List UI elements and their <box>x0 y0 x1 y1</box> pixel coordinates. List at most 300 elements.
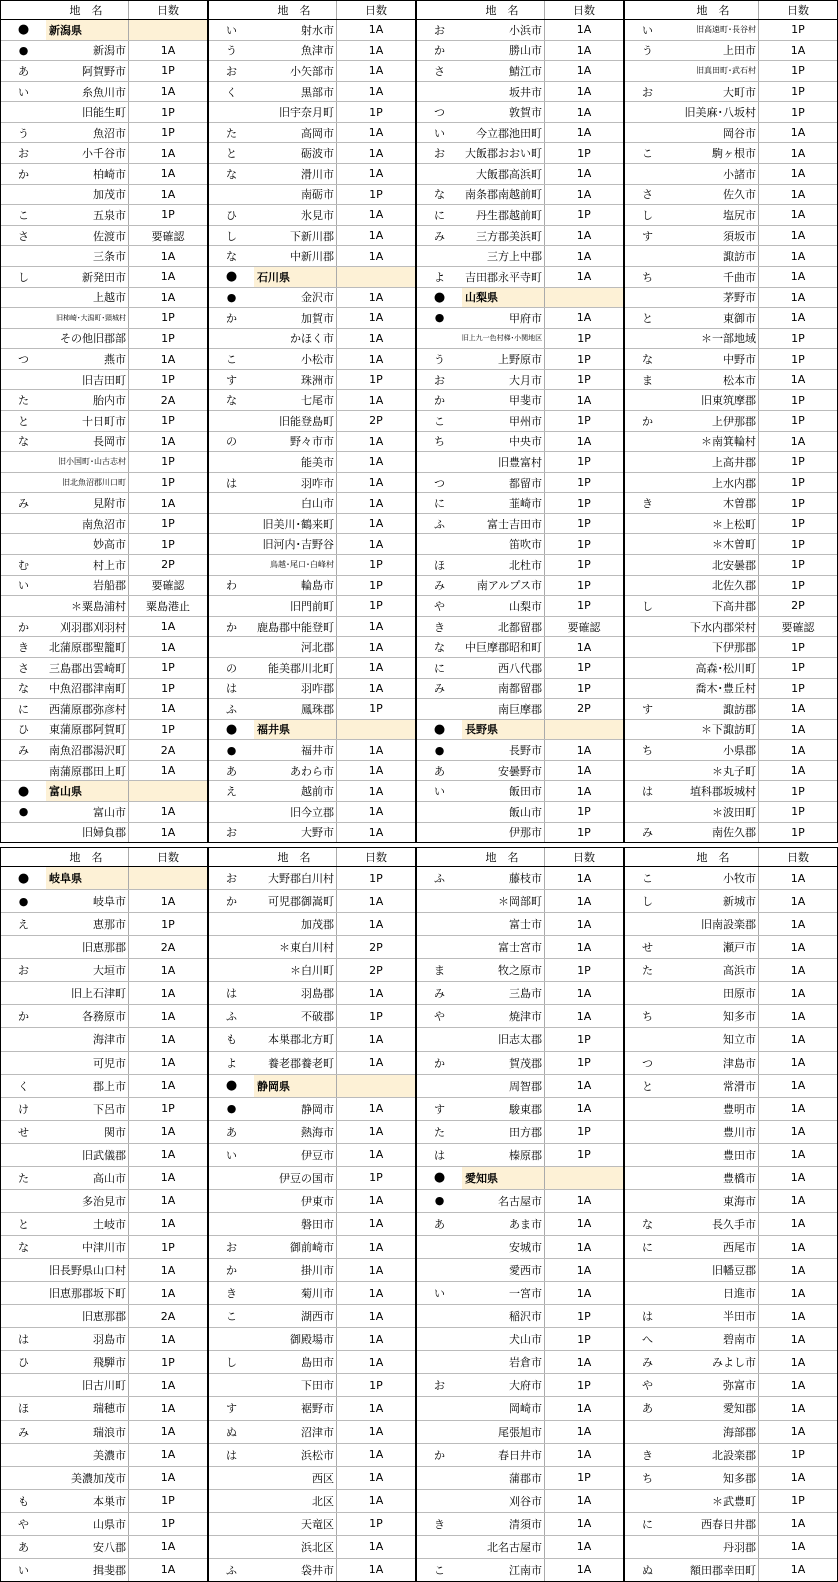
table-row <box>417 411 623 432</box>
days-value: 1A <box>160 1286 176 1300</box>
kana-index <box>625 432 670 452</box>
kana-index <box>625 288 670 308</box>
place-name: 焼津市 <box>462 1005 545 1027</box>
kana-index: ま <box>642 373 653 387</box>
kana-index <box>417 1397 462 1419</box>
days-value: 1A <box>368 784 384 798</box>
table-row <box>209 1328 415 1351</box>
place-name: 喬木･豊丘村 <box>670 679 759 699</box>
kana-index: お <box>434 373 445 387</box>
days-value: 1A <box>790 764 806 778</box>
kana-index <box>209 637 254 657</box>
table-row <box>1 102 207 123</box>
days-value: 1A <box>790 229 806 243</box>
place-name: 須坂市 <box>670 226 759 246</box>
table-row <box>209 143 415 164</box>
days-value: 1A <box>576 1425 592 1439</box>
place-name: 駒ヶ根市 <box>670 143 759 163</box>
days-value: 1A <box>368 1194 384 1208</box>
days-value: 1A <box>160 496 176 510</box>
place-name: 下呂市 <box>46 1098 129 1120</box>
kana-index: お <box>226 1241 237 1255</box>
kana-index: に <box>642 1517 653 1531</box>
place-name: 諏訪郡 <box>670 699 759 719</box>
place-name: 愛知郡 <box>670 1397 759 1419</box>
place-name: 美濃加茂市 <box>46 1467 129 1489</box>
kana-index: い <box>226 1148 237 1162</box>
kana-index <box>417 534 462 554</box>
place-name: 長野市 <box>462 740 545 760</box>
kana-index: つ <box>18 353 29 367</box>
place-name: 島田市 <box>254 1351 337 1373</box>
table-row <box>1 761 207 782</box>
table-row <box>625 781 837 802</box>
place-name: 小浜市 <box>462 20 545 40</box>
prefecture-name: 福井県 <box>254 720 337 740</box>
days-value: 1P <box>161 126 175 140</box>
kana-index <box>625 1190 670 1212</box>
place-name: 大野郡白川村 <box>254 867 337 889</box>
table-row <box>625 1121 837 1144</box>
kana-index: お <box>226 826 237 840</box>
days-value: 1A <box>790 187 806 201</box>
days-value: 1P <box>577 537 591 551</box>
place-name: 額田郡幸田町 <box>670 1559 759 1581</box>
table-row <box>417 1559 623 1581</box>
place-name: 福井市 <box>254 740 337 760</box>
table-row <box>417 637 623 658</box>
table-row <box>625 164 837 185</box>
table-row <box>417 329 623 350</box>
place-name: 下高井郡 <box>670 596 759 616</box>
table-row <box>625 432 837 453</box>
kana-index: な <box>18 1241 29 1255</box>
table-row <box>625 370 837 391</box>
days-value: 1P <box>161 311 175 325</box>
days-value: 1A <box>790 1540 806 1554</box>
table-row <box>625 555 837 576</box>
table-row <box>417 349 623 370</box>
kana-index <box>209 1513 254 1535</box>
kana-index: お <box>434 1379 445 1393</box>
kana-index: ふ <box>434 872 445 886</box>
kana-index: も <box>226 1033 237 1047</box>
kana-index: し <box>18 270 29 284</box>
days-value: 1A <box>576 23 592 37</box>
days-value: 1A <box>576 1263 592 1277</box>
table-row <box>209 20 415 41</box>
place-name: 刈谷市 <box>462 1490 545 1512</box>
days-value: 1A <box>368 331 384 345</box>
place-name: ＊粟島浦村 <box>46 596 129 616</box>
kana-index <box>625 102 670 122</box>
kana-index <box>209 802 254 822</box>
kana-index <box>625 61 670 81</box>
table-row <box>625 1098 837 1121</box>
place-name: ＊武豊町 <box>670 1490 759 1512</box>
kana-index <box>1 1190 46 1212</box>
kana-index: な <box>226 167 237 181</box>
table-row <box>1 1052 207 1075</box>
kana-index: い <box>434 1287 445 1301</box>
days-value: 1A <box>160 1148 176 1162</box>
table-row <box>417 493 623 514</box>
days-value: 2P <box>161 558 175 572</box>
days-header: 日数 <box>157 851 179 864</box>
days-value: 1A <box>368 64 384 78</box>
table-row <box>209 185 415 206</box>
kana-header <box>1 1 46 19</box>
place-name: 木曽郡 <box>670 493 759 513</box>
kana-index <box>417 1421 462 1443</box>
days-value: 1P <box>791 105 805 119</box>
table-row <box>417 1190 623 1213</box>
kana-index: ふ <box>226 1563 237 1577</box>
place-name: 旧東筑摩郡 <box>670 390 759 410</box>
kana-index <box>417 1467 462 1489</box>
days-value: 1A <box>160 1563 176 1577</box>
table-row <box>417 913 623 936</box>
kana-index: へ <box>642 1333 653 1347</box>
kana-index: か <box>434 394 445 408</box>
kana-index: う <box>18 126 29 140</box>
days-value: 1A <box>790 1332 806 1346</box>
place-name: 春日井市 <box>462 1444 545 1466</box>
place-name: 加賀市 <box>254 308 337 328</box>
days-value: 1A <box>576 229 592 243</box>
kana-index: み <box>18 1425 29 1439</box>
kana-header <box>417 848 462 866</box>
prefecture-name: 愛知県 <box>462 1167 545 1189</box>
table-row <box>1 1098 207 1121</box>
days-value: 1A <box>790 940 806 954</box>
kana-index: よ <box>434 270 445 284</box>
place-name: 北杜市 <box>462 555 545 575</box>
table-row <box>209 679 415 700</box>
table-row <box>625 1328 837 1351</box>
kana-index <box>209 959 254 981</box>
table-row <box>209 1351 415 1374</box>
kana-index <box>209 329 254 349</box>
place-name: その他旧郡部 <box>46 329 129 349</box>
place-name: 甲州市 <box>462 411 545 431</box>
table-row <box>209 246 415 267</box>
table-row <box>417 1467 623 1490</box>
kana-index <box>625 761 670 781</box>
days-value: 1P <box>577 414 591 428</box>
place-name: 十日町市 <box>46 411 129 431</box>
place-name: 旧南設楽郡 <box>670 913 759 935</box>
days-value: 1P <box>369 373 383 387</box>
days-value: 1A <box>368 43 384 57</box>
days-value: 1A <box>160 620 176 634</box>
table-row <box>417 982 623 1005</box>
days-value: 1A <box>576 1401 592 1415</box>
kana-index: な <box>18 435 29 449</box>
table-row <box>417 1490 623 1513</box>
days-value: 1A <box>160 352 176 366</box>
days-value: 1A <box>790 1079 806 1093</box>
place-name: 西八代郡 <box>462 658 545 678</box>
kana-index: た <box>18 394 29 408</box>
name-header: 地 名 <box>254 1 337 19</box>
place-name: 輪島市 <box>254 576 337 596</box>
kana-index <box>417 164 462 184</box>
table-row <box>417 699 623 720</box>
table-row <box>1 82 207 103</box>
days-value: 1A <box>790 986 806 1000</box>
days-value: 1A <box>368 1240 384 1254</box>
kana-index <box>417 82 462 102</box>
place-name: 旧上九一色村梯･小関地区 <box>462 329 545 349</box>
place-name: 北設楽郡 <box>670 1444 759 1466</box>
prefecture-row <box>417 720 623 741</box>
place-name: ＊南箕輪村 <box>670 432 759 452</box>
table-row <box>625 61 837 82</box>
place-name: 南魚沼市 <box>46 514 129 534</box>
place-name: 瀬戸市 <box>670 936 759 958</box>
days-value: 1A <box>790 1240 806 1254</box>
days-value: 1A <box>368 167 384 181</box>
days-value: 1P <box>791 825 805 839</box>
days-value: 1A <box>368 681 384 695</box>
kana-index: ほ <box>434 558 445 572</box>
table-row <box>625 288 837 309</box>
kana-index <box>209 1467 254 1489</box>
kana-index: か <box>226 311 237 325</box>
kana-index <box>625 390 670 410</box>
days-value: 1A <box>576 764 592 778</box>
table-row <box>625 514 837 535</box>
kana-index: い <box>18 1563 29 1577</box>
place-name: 可児市 <box>46 1052 129 1074</box>
kana-index: ふ <box>226 702 237 716</box>
table-row <box>1 1167 207 1190</box>
days-value: 1A <box>160 1378 176 1392</box>
kana-index: う <box>226 44 237 58</box>
days-value: 1A <box>368 661 384 675</box>
place-name: 氷見市 <box>254 205 337 225</box>
kana-index <box>1 1144 46 1166</box>
kana-index <box>209 1167 254 1189</box>
place-name: 河北郡 <box>254 637 337 657</box>
days-value: 1P <box>791 496 805 510</box>
days-value: 1A <box>160 43 176 57</box>
days-value: 1A <box>790 702 806 716</box>
days-value: 1A <box>368 229 384 243</box>
lower-table <box>0 847 838 1582</box>
table-row <box>625 1444 837 1467</box>
place-name: 旧上石津町 <box>46 982 129 1004</box>
place-name: 南魚沼郡湯沢町 <box>46 740 129 760</box>
table-row <box>417 555 623 576</box>
table-row <box>209 913 415 936</box>
place-name: 阿賀野市 <box>46 61 129 81</box>
table-row <box>1 1374 207 1397</box>
kana-index <box>625 802 670 822</box>
name-header: 地 名 <box>254 848 337 866</box>
table-row <box>625 1005 837 1028</box>
kana-index <box>625 534 670 554</box>
place-name: 珠洲市 <box>254 370 337 390</box>
place-name: 北名古屋市 <box>462 1536 545 1558</box>
days-value: 1A <box>160 805 176 819</box>
kana-index: い <box>642 23 653 37</box>
days-value: 1P <box>577 1148 591 1162</box>
kana-index <box>1 534 46 554</box>
table-row <box>625 1305 837 1328</box>
table-row <box>625 1259 837 1282</box>
days-value: 1A <box>790 1471 806 1485</box>
table-row <box>209 308 415 329</box>
kana-index: ち <box>642 1471 653 1485</box>
table-row <box>1 288 207 309</box>
place-name: 柏崎市 <box>46 164 129 184</box>
table-row <box>417 452 623 473</box>
days-value: 1A <box>790 1355 806 1369</box>
place-name: 旧恵那郡坂下町 <box>46 1282 129 1304</box>
place-name: 羽島市 <box>46 1328 129 1350</box>
days-value <box>129 867 207 889</box>
table-row <box>625 982 837 1005</box>
table-row <box>209 761 415 782</box>
table-row <box>417 1351 623 1374</box>
kana-index <box>625 329 670 349</box>
days-value: 1A <box>576 743 592 757</box>
place-name: 津島市 <box>670 1052 759 1074</box>
days-value: 1P <box>161 661 175 675</box>
place-name: 胎内市 <box>46 390 129 410</box>
kana-index: き <box>226 1287 237 1301</box>
kana-index <box>1 982 46 1004</box>
kana-index: の <box>226 661 237 675</box>
kana-index: な <box>434 641 445 655</box>
table-row <box>417 143 623 164</box>
days-value: 1P <box>369 578 383 592</box>
place-name: 関市 <box>46 1121 129 1143</box>
days-value: 2P <box>369 940 383 954</box>
kana-index: も <box>18 1494 29 1508</box>
place-name: 北区 <box>254 1490 337 1512</box>
place-name: 上高井郡 <box>670 452 759 472</box>
days-value: 1A <box>790 963 806 977</box>
days-value: 1A <box>576 1217 592 1231</box>
table-row <box>417 473 623 494</box>
table-row <box>209 555 415 576</box>
place-name: 藤枝市 <box>462 867 545 889</box>
kana-index <box>1 823 46 843</box>
days-value: 1P <box>161 917 175 931</box>
table-row <box>625 185 837 206</box>
kana-index: と <box>18 1217 29 1231</box>
place-name: 高山市 <box>46 1167 129 1189</box>
table-row <box>625 1075 837 1098</box>
place-name: 白山市 <box>254 493 337 513</box>
kana-index: ち <box>642 270 653 284</box>
days-value: 1A <box>790 43 806 57</box>
place-name: 東御市 <box>670 308 759 328</box>
days-value: 1P <box>161 373 175 387</box>
kana-index: な <box>18 682 29 696</box>
kana-index: あ <box>226 764 237 778</box>
days-value: 1A <box>368 1056 384 1070</box>
place-name: 塩尻市 <box>670 205 759 225</box>
kana-index <box>417 699 462 719</box>
days-value: 1A <box>368 1332 384 1346</box>
place-name: 豊田市 <box>670 1144 759 1166</box>
table-row <box>625 959 837 982</box>
kana-index: お <box>434 147 445 161</box>
table-row <box>417 226 623 247</box>
place-name: 天竜区 <box>254 1513 337 1535</box>
days-value: 1A <box>368 496 384 510</box>
table-row <box>417 1421 623 1444</box>
table-row <box>417 802 623 823</box>
kana-header <box>625 1 670 19</box>
place-name: 上伊那郡 <box>670 411 759 431</box>
place-name: 清須市 <box>462 1513 545 1535</box>
kana-index: に <box>434 661 445 675</box>
days-value: 1P <box>791 784 805 798</box>
kana-index <box>625 1536 670 1558</box>
kana-index <box>417 1490 462 1512</box>
days-value: 2P <box>577 702 591 716</box>
prefecture-marker: ● <box>17 783 30 799</box>
days-value: 1P <box>791 331 805 345</box>
days-value: 1A <box>368 290 384 304</box>
place-name: 小松市 <box>254 349 337 369</box>
days-value: 1A <box>368 805 384 819</box>
table-row <box>625 493 837 514</box>
kana-index: う <box>434 353 445 367</box>
kana-index: う <box>642 44 653 58</box>
kana-index: お <box>434 23 445 37</box>
place-name: ＊白川町 <box>254 959 337 981</box>
kana-index: な <box>642 1217 653 1231</box>
kana-index <box>417 329 462 349</box>
days-value: 1P <box>791 537 805 551</box>
table-row <box>417 1144 623 1167</box>
kana-index <box>625 617 670 637</box>
table-row <box>1 1259 207 1282</box>
days-value: 1P <box>161 331 175 345</box>
place-name: 茅野市 <box>670 288 759 308</box>
kana-index: か <box>18 167 29 181</box>
place-name: 加茂郡 <box>254 913 337 935</box>
days-value: 1P <box>161 64 175 78</box>
kana-index: は <box>226 1448 237 1462</box>
kana-index: し <box>642 895 653 909</box>
days-value: 1P <box>161 414 175 428</box>
days-value: 2P <box>369 414 383 428</box>
days-value: 1P <box>161 476 175 489</box>
place-name: 掛川市 <box>254 1259 337 1281</box>
kana-index: は <box>226 987 237 1001</box>
kana-index <box>209 1190 254 1212</box>
kana-index <box>625 246 670 266</box>
table-row <box>209 576 415 597</box>
place-name: 旧志太郡 <box>462 1028 545 1050</box>
place-name: 岡崎市 <box>462 1397 545 1419</box>
kana-index: ち <box>434 435 445 449</box>
place-name: 鳳珠郡 <box>254 699 337 719</box>
kana-index <box>1 936 46 958</box>
kana-index <box>209 1213 254 1235</box>
days-value: 1A <box>368 208 384 222</box>
table-row <box>1 1305 207 1328</box>
table-row <box>417 1536 623 1559</box>
place-name: 高森･松川町 <box>670 658 759 678</box>
